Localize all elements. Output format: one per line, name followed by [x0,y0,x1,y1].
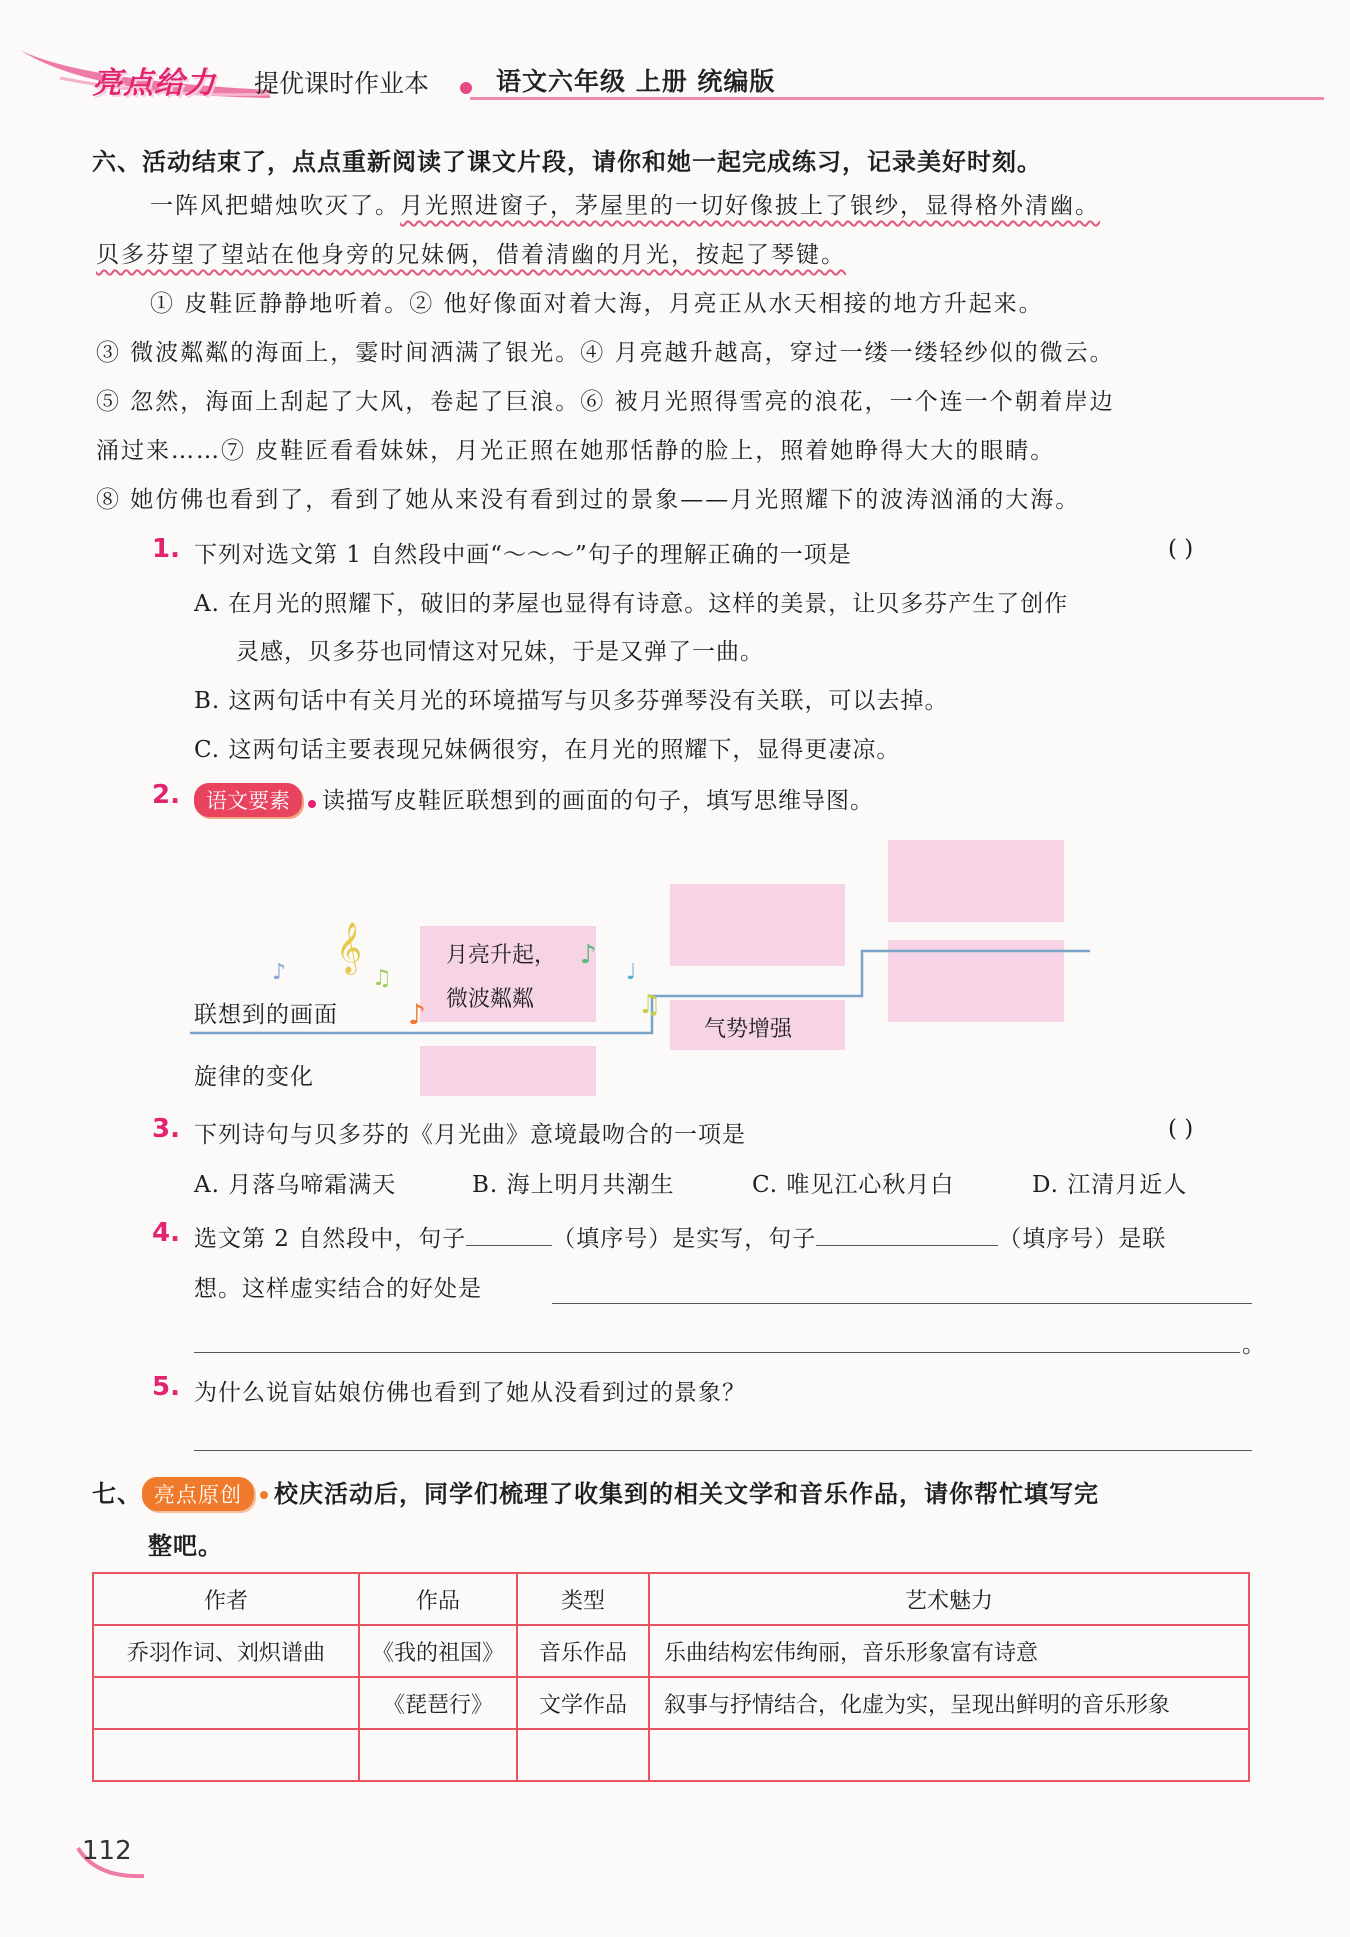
answer-box-top-right[interactable] [888,840,1064,922]
table-cell-type: 文学作品 [517,1677,649,1729]
question-5-answer-line[interactable] [194,1450,1252,1451]
table-cell-blank[interactable] [93,1729,359,1781]
table-header-type: 类型 [517,1573,649,1625]
question-3-option-a: A. 月落乌啼霜满天 [194,1172,397,1198]
wavy-sentence-1: 月光照进窗子，茅屋里的一切好像披上了银纱，显得格外清幽。 [400,193,1100,219]
table-header-work: 作品 [359,1573,517,1625]
question-1-answer-paren[interactable]: ( ) [1168,536,1194,562]
question-3-option-d: D. 江清月近人 [1032,1172,1188,1198]
question-5-number: 5. [152,1372,180,1402]
question-1-number: 1. [152,534,180,564]
music-note-icon: ♫ [638,990,662,1020]
question-4-text-c: （填序号）是联 [998,1226,1167,1252]
question-4-line1 [194,1220,1166,1253]
table-cell-author-blank[interactable] [93,1677,359,1729]
wavy-sentence-2: 贝多芬望了望站在他身旁的兄妹俩，借着清幽的月光，按起了琴键。 [96,242,846,268]
passage-para2-line5: ⑧ 她仿佛也看到了，看到了她从来没有看到过的景象——月光照耀下的波涛汹涌的大海。 [96,487,1081,513]
table-cell-charm: 叙事与抒情结合，化虚为实，呈现出鲜明的音乐形象 [649,1677,1249,1729]
question-3-answer-paren[interactable]: ( ) [1168,1116,1194,1142]
table-row [93,1729,1249,1781]
question-1-option-a-line2: 灵感，贝多芬也同情这对兄妹，于是又弹了一曲。 [236,639,764,665]
table-cell-blank[interactable] [359,1729,517,1781]
table-cell-work: 《我的祖国》 [359,1625,517,1677]
question-4-end-mark: 。 [1242,1332,1266,1358]
passage-para2-line4: 涌过来……⑦ 皮鞋匠看看妹妹，月光正照在她那恬静的脸上，照着她睁得大大的眼睛。 [96,438,1056,464]
question-4-blank-real[interactable] [466,1223,552,1246]
passage-para1-line1 [150,182,1100,231]
label-associated-picture: 联想到的画面 [194,1002,338,1028]
section-7-text-line1: 校庆活动后，同学们梳理了收集到的相关文学和音乐作品，请你帮忙填写完 [274,1480,1099,1508]
table-row [93,1677,1249,1729]
table-row [93,1625,1249,1677]
question-4-number: 4. [152,1218,180,1248]
picture-box-1-line1: 月亮升起， [446,943,557,968]
works-table [92,1572,1250,1782]
table-header-charm: 艺术魅力 [649,1573,1249,1625]
header-dot-icon [460,82,472,94]
picture-box-1-line2: 微波粼粼 [446,987,535,1012]
question-2-text: 读描写皮鞋匠联想到的画面的句子，填写思维导图。 [322,788,874,814]
table-header-row [93,1573,1249,1625]
music-note-icon: ♫ [372,966,392,991]
question-4-text-d: 想。这样虚实结合的好处是 [194,1276,482,1302]
question-4-blank-imagined[interactable] [816,1223,998,1246]
question-4-answer-line-1[interactable] [552,1303,1252,1304]
page-number: 112 [82,1836,132,1866]
passage-para1-line2 [96,231,846,280]
passage-lead: 一阵风把蜡烛吹灭了。 [150,193,400,219]
question-4-answer-line-2[interactable] [194,1352,1240,1353]
passage-para2-line2: ③ 微波粼粼的海面上，霎时间洒满了银光。④ 月亮越升越高，穿过一缕一缕轻纱似的微云。 [96,340,1115,366]
section-7-title-line2: 整吧。 [148,1532,223,1560]
question-3-option-c: C. 唯见江心秋月白 [752,1172,955,1198]
melody-box-2-text: 气势增强 [704,1017,793,1042]
question-4-text-b: （填序号）是实写，句子 [552,1226,817,1252]
music-note-icon: ♪ [580,940,597,970]
music-note-icon: ♪ [272,960,287,985]
question-1-option-c: C. 这两句话主要表现兄妹俩很穷，在月光的照耀下，显得更凄凉。 [194,737,901,763]
question-1-option-a-line1: A. 在月光的照耀下，破旧的茅屋也显得有诗意。这样的美景，让贝多芬产生了创作 [194,591,1069,617]
brand-logo: 亮点给力 [92,66,216,101]
question-3-option-b: B. 海上明月共潮生 [472,1172,675,1198]
question-3-text: 下列诗句与贝多芬的《月光曲》意境最吻合的一项是 [194,1122,746,1148]
music-note-icon: ♩ [626,960,637,985]
treble-clef-icon: 𝄞 [336,922,363,973]
question-2-number: 2. [152,780,180,810]
header-book-info: 语文六年级 上册 统编版 [496,67,776,96]
table-cell-blank[interactable] [649,1729,1249,1781]
table-cell-charm: 乐曲结构宏伟绚丽，音乐形象富有诗意 [649,1625,1249,1677]
tag-dot-icon [260,1491,268,1499]
question-2-tag-wrap [194,782,874,817]
section-7-title-line1 [92,1474,1099,1511]
answer-box-melody-left[interactable] [420,1046,596,1096]
question-4-text-a: 选文第 2 自然段中，句子 [194,1226,467,1252]
label-melody-change: 旋律的变化 [194,1064,314,1090]
table-cell-work: 《琵琶行》 [359,1677,517,1729]
question-2-tag: 语文要素 [194,783,302,817]
tag-dot-icon [308,800,316,808]
table-header-author: 作者 [93,1573,359,1625]
table-cell-author: 乔羽作词、刘炽谱曲 [93,1625,359,1677]
table-cell-type: 音乐作品 [517,1625,649,1677]
header-divider [470,97,1324,100]
passage-para2-line3: ⑤ 忽然，海面上刮起了大风，卷起了巨浪。⑥ 被月光照得雪亮的浪花，一个连一个朝着岸边 [96,389,1115,415]
table-cell-blank[interactable] [517,1729,649,1781]
question-3-number: 3. [152,1114,180,1144]
question-5-text: 为什么说盲姑娘仿佛也看到了她从没看到过的景象？ [194,1380,746,1406]
question-1-option-b: B. 这两句话中有关月光的环境描写与贝多芬弹琴没有关联，可以去掉。 [194,688,949,714]
question-1-text: 下列对选文第 1 自然段中画“～～～”句子的理解正确的一项是 [194,542,852,568]
passage-para2-line1: ① 皮鞋匠静静地听着。② 他好像面对着大海，月亮正从水天相接的地方升起来。 [150,291,1044,317]
header-subtitle: 提优课时作业本 [254,69,430,98]
section-6-title: 六、活动结束了，点点重新阅读了课文片段，请你和她一起完成练习，记录美好时刻。 [92,148,1042,176]
section-7-tag: 亮点原创 [142,1477,254,1511]
music-note-icon: ♪ [408,998,426,1031]
section-7-prefix: 七、 [92,1480,142,1508]
